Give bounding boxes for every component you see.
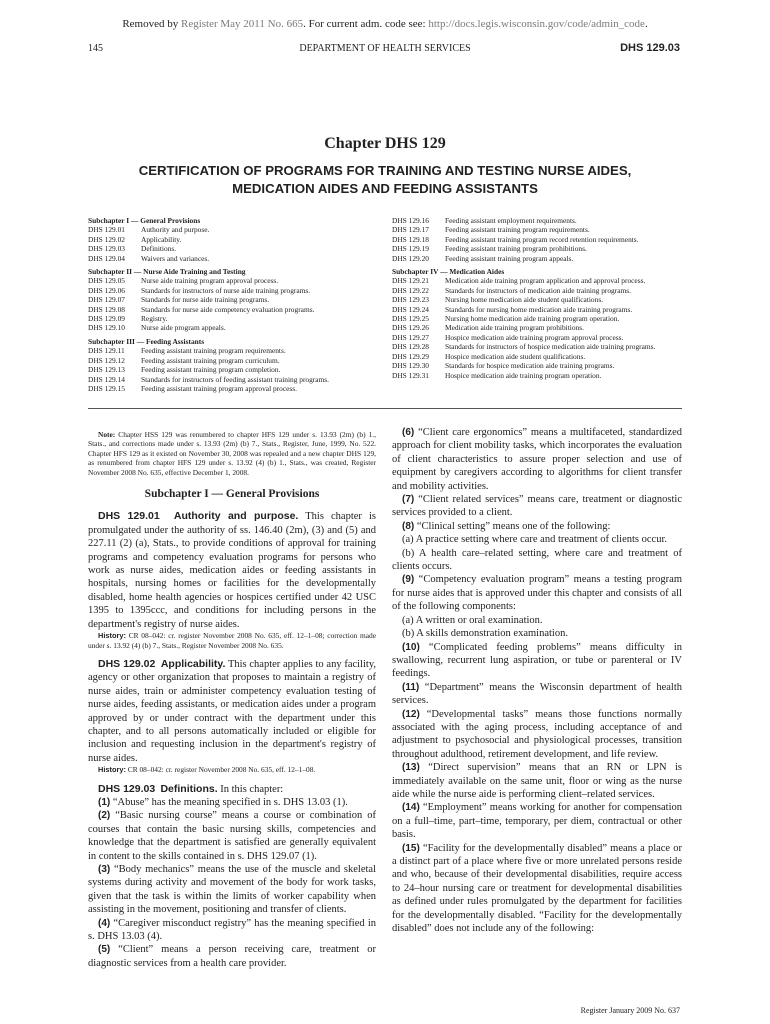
banner-prefix: Removed by: [122, 18, 181, 30]
definition-item: [392, 681, 682, 708]
toc-entry[interactable]: [392, 225, 692, 234]
definition-number: (12): [402, 708, 420, 720]
history-label: History:: [98, 765, 126, 775]
toc-subchapter-heading: Subchapter III — Feeding Assistants: [88, 336, 205, 346]
definition-number: (6): [402, 427, 415, 438]
definition-number: (15): [402, 842, 420, 854]
toc-entry-number: DHS 129.31: [392, 370, 429, 380]
toc-entry-number: DHS 129.07: [88, 295, 125, 305]
toc-entry[interactable]: [392, 342, 692, 351]
toc-entry[interactable]: [88, 244, 388, 253]
subchapter-heading: Subchapter I — General Provisions: [144, 488, 320, 501]
definition-number: (5): [98, 944, 111, 956]
toc-entry-number: DHS 129.02: [88, 234, 125, 244]
toc-entry-number: DHS 129.10: [88, 323, 125, 333]
definition-item: [392, 533, 682, 546]
definition-text: “Client related services” means care, treatment or diagnostic services provided to a client.: [392, 494, 682, 519]
toc-entry-number: DHS 129.06: [88, 285, 125, 295]
toc-entry[interactable]: [392, 254, 692, 263]
definition-number: (9): [402, 574, 415, 586]
toc-entry-title: Standards for nurse aide competency evaluation programs.: [141, 304, 315, 314]
toc-group: [392, 216, 692, 263]
definition-text: “Facility for the developmentally disabled” means a place or a distinct part of a place where five or more unrelated persons reside and who, because of their developmental disabilities, require access to 24–hour nursing care or treatment for developmental disabilities as defined under rules promulgated by the department for facilities for the developmentally disabled. “Facility for the developmentally disabled” does not include any of the following:: [392, 842, 682, 935]
definition-item: [392, 627, 682, 640]
body-right-column: [392, 426, 682, 935]
toc-entry[interactable]: [88, 254, 388, 263]
page-number: 145: [88, 43, 103, 54]
definition-item: [392, 708, 682, 762]
section-number: DHS 129.01: [98, 510, 160, 523]
definition-item: [88, 917, 376, 944]
definition-number: (14): [402, 802, 420, 814]
toc-divider: [88, 408, 682, 409]
toc-entry[interactable]: [88, 323, 388, 332]
definition-item: [392, 493, 682, 520]
definition-text: “Clinical setting” means one of the following:: [414, 520, 611, 532]
chapter-title-line-2: MEDICATION AIDES AND FEEDING ASSISTANTS: [232, 181, 538, 196]
toc-entry[interactable]: [392, 286, 692, 295]
toc-entry-title: Standards for instructors of hospice medication aide training programs.: [445, 342, 656, 352]
toc-entry-number: DHS 129.03: [88, 244, 125, 254]
toc-entry-title: Feeding assistant training program requirements.: [141, 346, 286, 356]
removal-banner: [0, 18, 770, 30]
definition-item: [88, 943, 376, 970]
toc-entry-number: DHS 129.26: [392, 323, 429, 333]
section-129-02: [88, 658, 376, 765]
definition-text: “Client care ergonomics” means a multifaceted, standardized approach for client mobility tasks, which incorporates the evaluation of client characteristics to assure proper selection and use of equipment by caregivers according to algorithms for client transfer and mobility activities.: [392, 427, 682, 492]
banner-middle: . For current adm. code see:: [303, 18, 429, 30]
definition-number: (3): [98, 864, 111, 875]
history-text: CR 08–042: cr. register November 2008 No. 635, eff. 12–1–08.: [125, 765, 316, 775]
definition-item: [88, 809, 376, 863]
toc-entry-title: Feeding assistant training program requirements.: [445, 225, 590, 235]
definition-text: “Developmental tasks” means those functions normally associated with the aging process, including acceptance of and adjustment to psychosocial and physiological processes, transition throughout adulthood, retirement development, and life review.: [392, 708, 682, 760]
toc-entry[interactable]: [88, 295, 388, 304]
toc-group: [392, 267, 692, 380]
definition-text: “Department” means the Wisconsin department of health services.: [392, 681, 682, 707]
toc-entry-number: DHS 129.15: [88, 383, 125, 393]
toc-entry-number: DHS 129.22: [392, 285, 429, 295]
definition-text: (b) A skills demonstration examination.: [402, 628, 568, 640]
definition-number: (13): [402, 762, 420, 774]
toc-entry-title: Feeding assistant training program curriculum.: [141, 355, 280, 365]
toc-entry[interactable]: [88, 286, 388, 295]
toc-entry[interactable]: [392, 371, 692, 380]
toc-entry-number: DHS 129.08: [88, 304, 125, 314]
toc-entry-title: Hospice medication aide student qualifications.: [445, 351, 586, 361]
toc-group: [88, 337, 388, 393]
toc-entry-title: Waivers and variances.: [141, 253, 210, 263]
definition-number: (4): [98, 917, 111, 929]
toc-entry[interactable]: [392, 216, 692, 225]
section-history: [88, 631, 376, 650]
section-text: This chapter applies to any facility, agency or other organization that proposes to maintain a registry of nurse aides, train or administer competency evaluation testing of nurse aides, feeding assistants, or medication aides under a program approved by or under contract with the department under this chapter, and to all persons automatically included or eligible for inclusion and requesting inclusion in the department's registry of nurse aides.: [88, 658, 377, 764]
code-header: DHS 129.03: [620, 42, 680, 54]
toc-entry-number: DHS 129.13: [88, 365, 125, 375]
section-text: In this chapter:: [217, 783, 284, 795]
toc-entry[interactable]: [88, 276, 388, 285]
definition-item: [88, 796, 376, 809]
toc-entry-number: DHS 129.14: [88, 374, 125, 384]
definition-number: (11): [402, 681, 420, 693]
chapter-heading: Chapter DHS 129: [324, 135, 446, 152]
admin-code-link[interactable]: http://docs.legis.wisconsin.gov/code/admin_code: [428, 18, 645, 30]
toc-entry-title: Standards for instructors of feeding assistant training programs.: [141, 374, 330, 384]
toc-entry-title: Standards for instructors of nurse aide training programs.: [141, 285, 311, 295]
toc-entry-title: Hospice medication aide training program operation.: [445, 370, 602, 380]
definition-number: (8): [402, 520, 415, 532]
toc-entry[interactable]: [392, 305, 692, 314]
section-number: DHS 129.03: [98, 782, 156, 795]
definition-number: (7): [402, 494, 415, 506]
definition-item: [392, 761, 682, 801]
toc-entry-title: Medication aide training program application and approval process.: [445, 276, 646, 286]
toc-entry[interactable]: [88, 375, 388, 384]
toc-entry-number: DHS 129.17: [392, 225, 429, 235]
history-label: History:: [98, 631, 126, 641]
definition-item: [392, 641, 682, 681]
register-link[interactable]: Register May 2011 No. 665: [180, 18, 304, 30]
toc-entry[interactable]: [88, 305, 388, 314]
toc-entry-title: Standards for hospice medication aide training programs.: [445, 361, 615, 371]
toc-entry[interactable]: [88, 384, 388, 393]
definition-item: [392, 801, 682, 841]
definition-text: “Body mechanics” means the use of the muscle and skeletal systems during activity and movement of the body for work tasks, given that the task is within the limits of worker capability when assisting in the movement, positioning and transfer of clients.: [88, 864, 376, 916]
definition-text: “Client” means a person receiving care, treatment or diagnostic services from a health care provider.: [88, 944, 376, 969]
note-text: Chapter HSS 129 was renumbered to chapter HFS 129 under s. 13.93 (2m) (b) 1., Stats., and corrections made under s. 13.93 (2m) (b) 7., Stats., Register, June, 1999, No. 522. Chapter HFS 129 as it existed on November 30, 2008 was repealed and a new chapter DHS 129, as renumbered from chapter HFS 129 under s. 13.92 (4) (b) 1., Stats., was created, Register November 2008 No. 635, effective December 1, 2008.: [88, 430, 376, 477]
definition-item: [392, 426, 682, 493]
definition-text: (a) A written or oral examination.: [402, 614, 543, 626]
toc-entry-title: Hospice medication aide training program approval process.: [445, 332, 624, 342]
chapter-note: [88, 430, 376, 477]
toc-entry-title: Feeding assistant training program prohibitions.: [445, 244, 587, 254]
toc-entry-number: DHS 129.30: [392, 361, 429, 371]
definition-text: “Abuse” has the meaning specified in s. DHS 13.03 (1).: [110, 796, 348, 808]
toc-entry-title: Standards for nursing home medication aide training programs.: [445, 304, 633, 314]
toc-entry-title: Nursing home medication aide training program operation.: [445, 314, 620, 324]
definition-text: “Competency evaluation program” means a testing program for nurse aides that is approved under this chapter and consists of all of the following components:: [392, 574, 682, 613]
toc-entry-number: DHS 129.04: [88, 253, 125, 263]
definition-item: [392, 614, 682, 627]
definitions-left: [88, 796, 376, 970]
toc-entry-number: DHS 129.20: [392, 253, 429, 263]
section-title: Definitions.: [160, 782, 218, 795]
section-history: [88, 765, 376, 774]
toc-entry-number: DHS 129.12: [88, 355, 125, 365]
definition-text: “Basic nursing course” means a course or combination of courses that contain the basic nursing skills, competencies and knowledge that the department is satisfied are generally equivalent in content to the skills contained in s. DHS 129.07 (1).: [88, 810, 376, 862]
definition-number: (2): [98, 810, 111, 822]
section-129-03: [88, 783, 376, 796]
toc-entry-title: Definitions.: [141, 244, 177, 254]
section-number: DHS 129.02: [98, 657, 156, 670]
toc-group: [88, 267, 388, 333]
toc-entry-title: Feeding assistant training program record retention requirements.: [445, 234, 639, 244]
toc-entry-number: DHS 129.21: [392, 276, 429, 286]
chapter-title-line-1: CERTIFICATION OF PROGRAMS FOR TRAINING AND TESTING NURSE AIDES,: [138, 163, 632, 178]
toc-entry[interactable]: [392, 235, 692, 244]
toc-entry-number: DHS 129.25: [392, 314, 429, 324]
toc-group: [88, 216, 388, 263]
toc-entry[interactable]: [392, 352, 692, 361]
section-title: Authority and purpose.: [173, 510, 299, 523]
toc-entry-number: DHS 129.16: [392, 216, 429, 225]
toc-subchapter-heading: Subchapter IV — Medication Aides: [392, 267, 505, 277]
toc-entry[interactable]: [88, 235, 388, 244]
definition-item: [392, 842, 682, 936]
toc-entry-number: DHS 129.18: [392, 234, 429, 244]
section-title: Applicability.: [160, 657, 226, 670]
toc-entry[interactable]: [88, 365, 388, 374]
toc-entry-number: DHS 129.11: [88, 346, 125, 356]
body-left-column: [88, 430, 376, 970]
toc-entry[interactable]: [392, 314, 692, 323]
section-text: This chapter is promulgated under the authority of ss. 146.40 (2m), (3) and (5) and 227.11 (2) (a), Stats., to provide conditions of approval for training programs and competency evaluation programs for persons who work as nurse aides, medication aides or feeding assistants in hospitals, nursing homes or facilities for the developmentally disabled, home health agencies or hospices certified under 42 USC 1395 to 1395ccc, and conditions for including persons in the department's registry of nurse aides.: [88, 511, 377, 630]
toc-subchapter-heading: Subchapter I — General Provisions: [88, 216, 201, 225]
toc-entry[interactable]: [392, 295, 692, 304]
toc-entry-number: DHS 129.23: [392, 295, 429, 305]
chapter-title: [100, 162, 670, 198]
toc-left-column: [88, 216, 388, 397]
toc-entry[interactable]: [392, 244, 692, 253]
toc-entry[interactable]: [392, 333, 692, 342]
note-lead: Note:: [98, 430, 116, 439]
toc-entry-number: DHS 129.01: [88, 225, 125, 235]
toc-entry-number: DHS 129.05: [88, 276, 125, 286]
definition-text: “Caregiver misconduct registry” has the meaning specified in s. DHS 13.03 (4).: [88, 917, 376, 943]
toc-entry-number: DHS 129.24: [392, 304, 429, 314]
toc-entry[interactable]: [88, 356, 388, 365]
toc-entry-number: DHS 129.27: [392, 332, 429, 342]
toc-entry[interactable]: [392, 323, 692, 332]
toc-entry[interactable]: [392, 361, 692, 370]
toc-entry-number: DHS 129.19: [392, 244, 429, 254]
toc-subchapter-heading: Subchapter II — Nurse Aide Training and Testing: [88, 267, 246, 277]
banner-suffix: .: [644, 18, 648, 30]
definition-text: “Employment” means working for another for compensation on a full–time, part–time, temporary, per diem, contractual or other basis.: [392, 802, 682, 841]
toc-entry-number: DHS 129.29: [392, 351, 429, 361]
history-text: CR 08–042: cr. register November 2008 No. 635, eff. 12–1–08; correction made under s. 13.92 (4) (b) 7., Stats., Register November 2008 No. 635.: [88, 631, 376, 650]
definition-number: (1): [98, 796, 111, 808]
toc-entry[interactable]: [392, 276, 692, 285]
definition-text: “Complicated feeding problems” means difficulty in swallowing, recurrent lung aspiration, or tube or parenteral or IV feedings.: [392, 641, 682, 680]
definition-item: [88, 863, 376, 917]
toc-entry[interactable]: [88, 314, 388, 323]
definition-item: [392, 520, 682, 533]
toc-entry-title: Nursing home medication aide student qualifications.: [445, 295, 604, 305]
department-header: DEPARTMENT OF HEALTH SERVICES: [299, 43, 471, 54]
toc-entry-title: Nurse aide training program approval process.: [141, 276, 279, 286]
toc-entry-title: Standards for nurse aide training programs.: [141, 295, 270, 305]
definition-text: “Direct supervision” means that an RN or LPN is immediately available on the same unit, floor or wing as the nurse aide while the nurse aide is performing client–related services.: [392, 762, 682, 800]
definition-item: [392, 573, 682, 613]
toc-entry-title: Feeding assistant employment requirements.: [445, 216, 577, 225]
toc-entry-number: DHS 129.09: [88, 314, 125, 324]
toc-entry-number: DHS 129.28: [392, 342, 429, 352]
toc-entry-title: Standards for instructors of medication aide training programs.: [445, 285, 631, 295]
toc-entry-title: Feeding assistant training program appeals.: [445, 253, 574, 263]
toc-entry-title: Nurse aide program appeals.: [141, 323, 226, 333]
definition-text: (a) A practice setting where care and treatment of clients occur.: [402, 534, 668, 546]
definitions-right: [392, 426, 682, 935]
toc-entry[interactable]: [88, 225, 388, 234]
toc-entry-title: Feeding assistant training program approval process.: [141, 383, 297, 393]
toc-entry-title: Authority and purpose.: [141, 225, 210, 235]
toc-entry-title: Feeding assistant training program completion.: [141, 365, 281, 375]
definition-item: [392, 547, 682, 574]
definition-number: (10): [402, 641, 420, 653]
section-129-01: [88, 510, 376, 631]
toc-entry[interactable]: [88, 346, 388, 355]
toc-entry-title: Medication aide training program prohibitions.: [445, 323, 584, 333]
definition-text: (b) A health care–related setting, where care and treatment of clients occurs.: [392, 547, 682, 573]
register-footer: Register January 2009 No. 637: [580, 1006, 680, 1015]
toc-entry-title: Applicability.: [141, 234, 182, 244]
toc-right-column: [392, 216, 692, 384]
toc-entry-title: Registry.: [141, 314, 168, 324]
